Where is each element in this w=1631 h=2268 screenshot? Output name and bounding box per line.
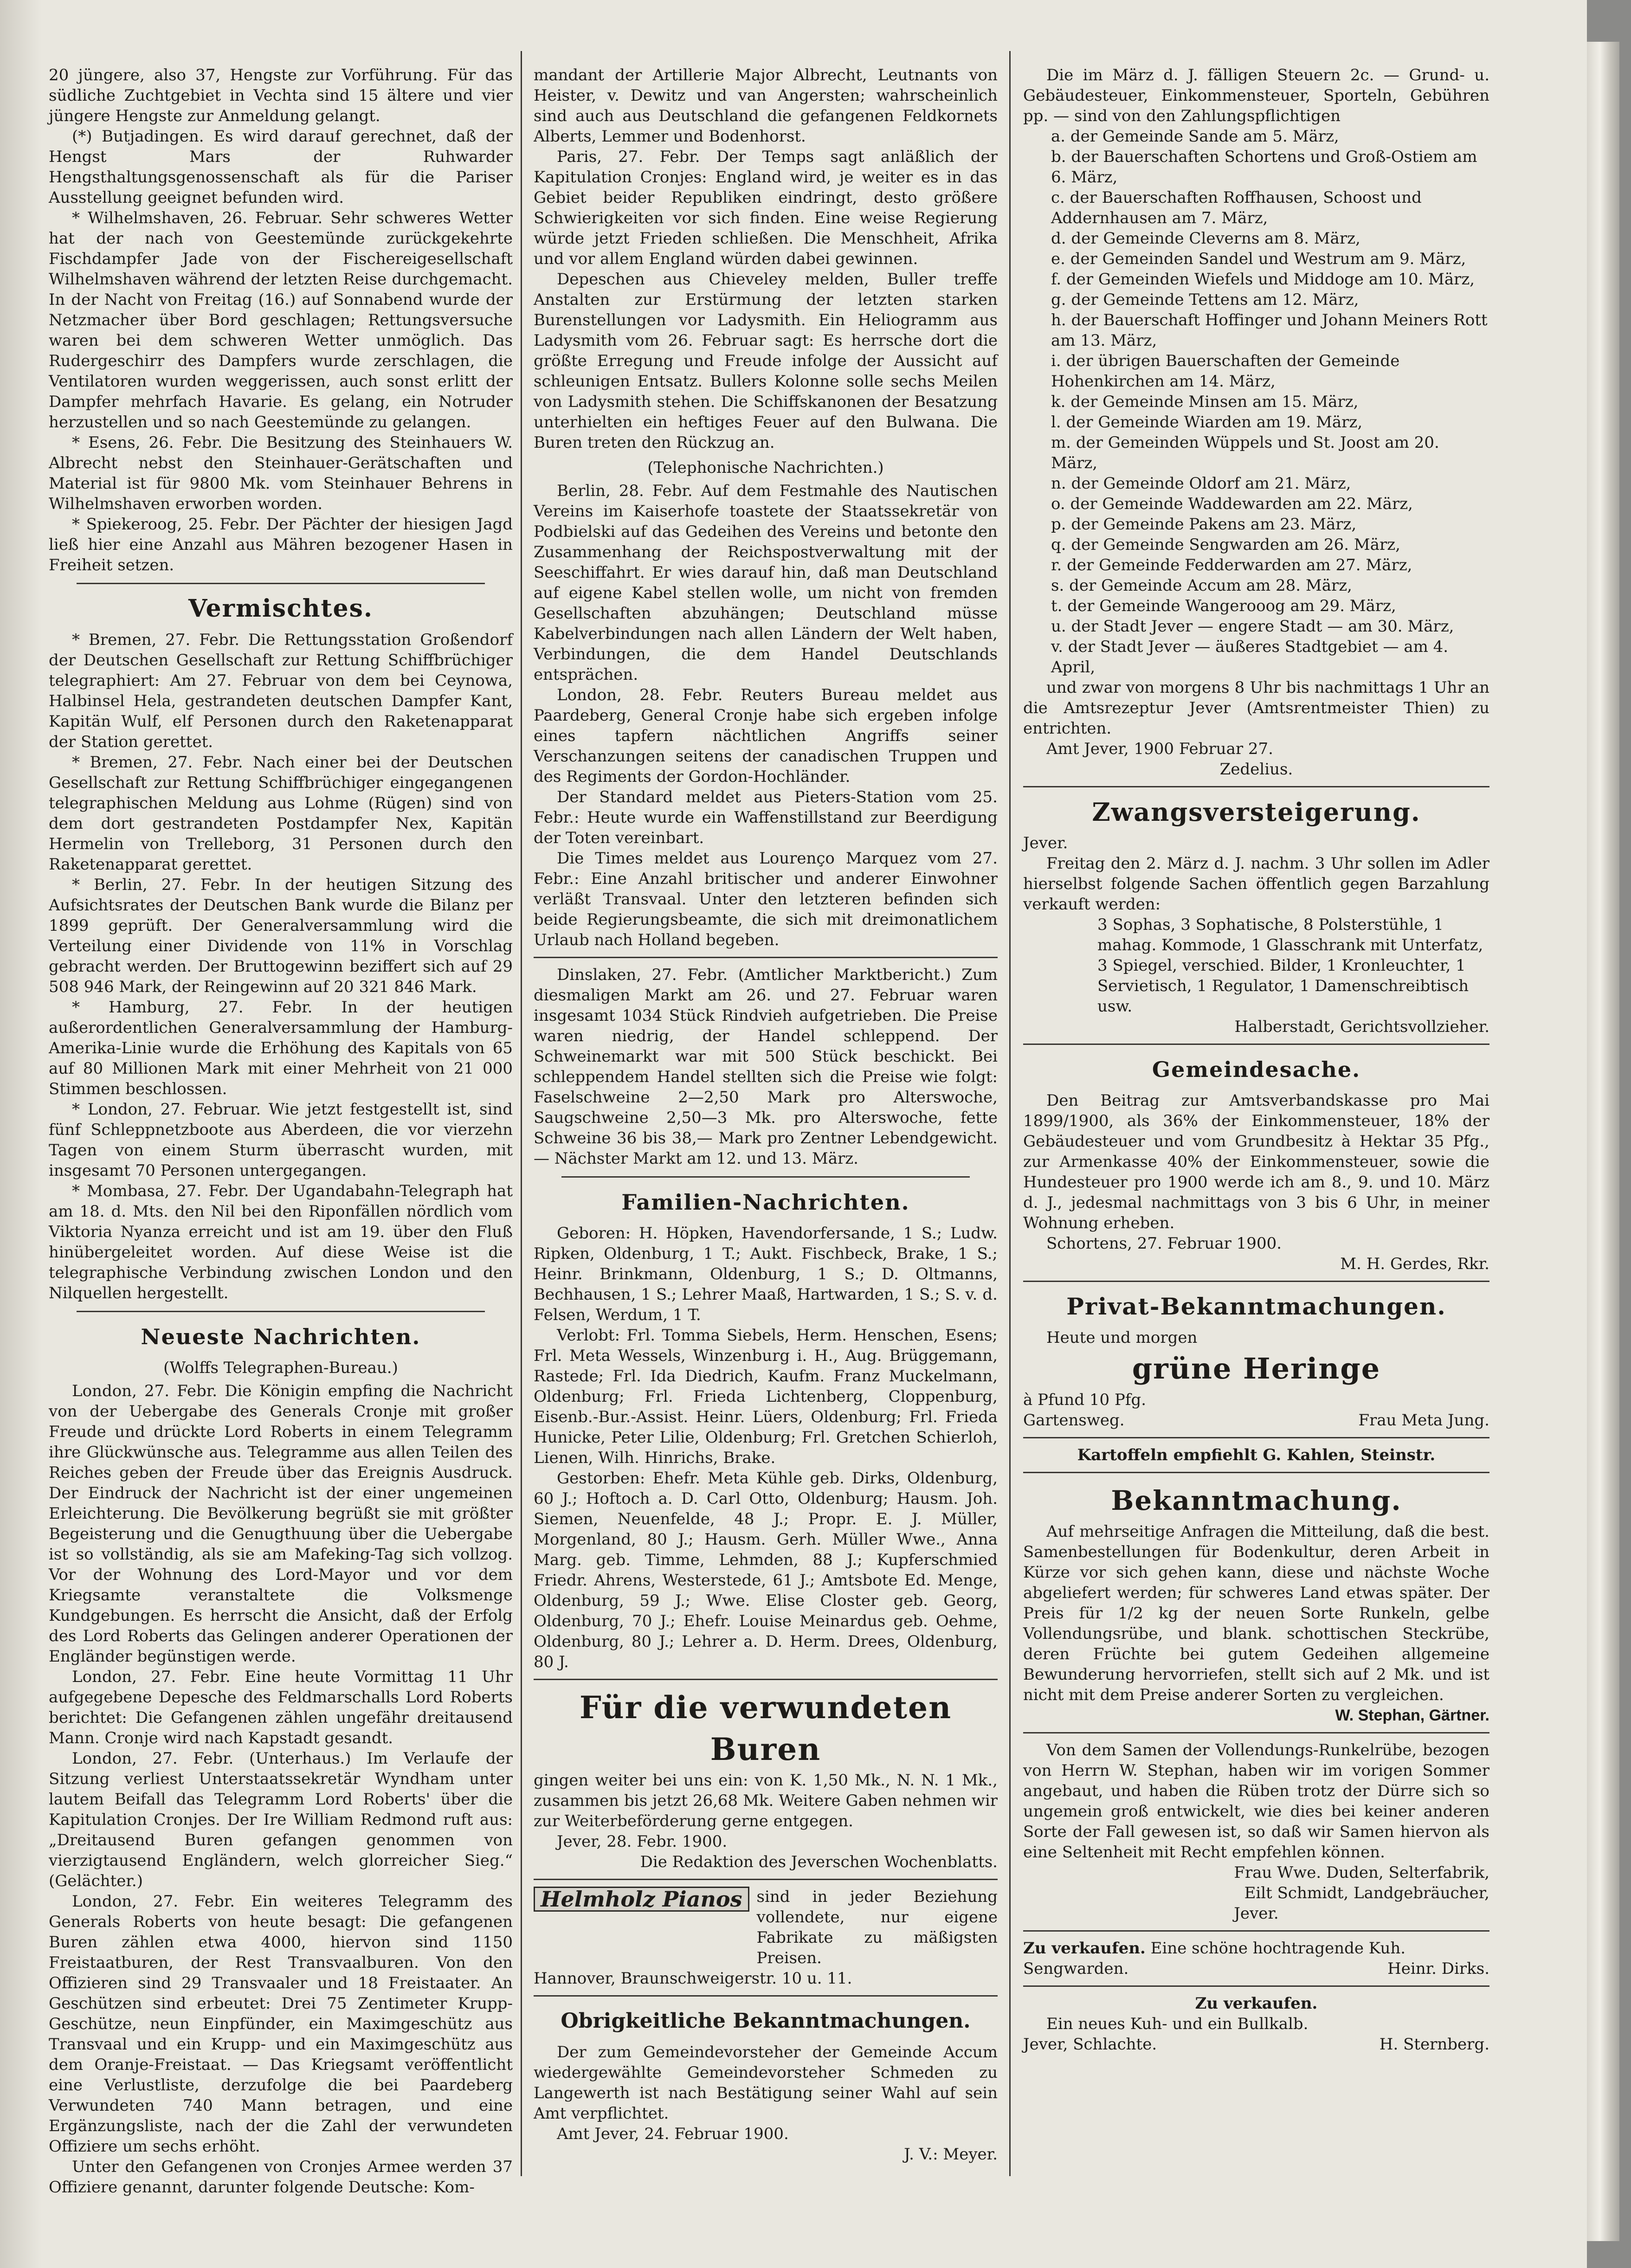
- article-gefangene: Unter den Gefangenen von Cronjes Armee werden 37 Offiziere genannt, darunter folgende Deutsche: Kom-: [49, 2158, 513, 2197]
- notice-steuern: Die im März d. J. fälligen Steuern 2c. — Grund- u. Gebäudesteuer, Einkommensteuer, Sporteln, Gebühren pp. — sind von den Zahlungspflichtigen: [1023, 66, 1489, 125]
- article-london-5: London, 27. Febr. Ein weiteres Telegramm des Generals Roberts von heute besagt: Die gefangenen Buren zählen etwa 4000, hiervon sind 1150 Freistaatburen, der Rest Transvaalburen. Von den Offizieren sind 29 Transvaaler und 18 Freistaater. An Geschützen sind erbeutet: Drei 75 Zentimeter Krupp-Geschütze, neun Einpfünder, ein Maximgeschütz aus Transvaal und ein Krupp- und ein Maximgeschütz aus dem Oranje-Freistaat. — Das Kriegsamt veröffentlicht eine Verlustliste, derzufolge die bei Paardeberg Verwundeten 740 Mann betragen, und eine Ergänzungsliste, nach der die Zahl der verwundeten Offiziere um sechs erhöht.: [49, 1892, 513, 2156]
- article-butjadingen: (*) Butjadingen. Es wird darauf gerechnet, daß der Hengst Mars der Ruhwarder Hengsthaltungsgenossenschaft als für die Pariser Ausstellung geeignet befunden wird.: [49, 127, 513, 207]
- steuern-list-item: g. der Gemeinde Tettens am 12. März,: [1051, 290, 1359, 309]
- family-gestorben: Gestorben: Ehefr. Meta Kühle geb. Dirks, Oldenburg, 60 J.; Hoftoch a. D. Carl Otto, Oldenburg; Hausm. Joh. Siemen, Neuenfelde, 48 J.; Propr. E. J. Müller, Morgenland, 80 J.; Hausm. Gerh. Müller Wwe., Anna Marg. geb. Timme, Lehmden, 88 J.; Kupferschmied Friedr. Ahrens, Westerstede, 61 J.; Amtsbote Ed. Menge, Oldenburg, 59 J.; Wwe. Elise Closter geb. Georg, Oldenburg, 70 J.; Ehefr. Louise Meinardus geb. Oehme, Oldenburg, 80 J.; Lehrer a. D. Herm. Drees, Oldenburg, 80 J.: [534, 1469, 998, 1671]
- section-heading-obrigkeitlich: Obrigkeitliche Bekanntmachungen.: [561, 2009, 971, 2033]
- article-london-1: * London, 27. Februar. Wie jetzt festgestellt ist, sind fünf Schleppnetzboote aus Aberdeen, die vor vierzehn Tagen von einem Sturm überrascht wurden, mit insgesamt 70 Personen untergegangen.: [49, 1100, 513, 1180]
- steuern-list-item: e. der Gemeinden Sandel und Westrum am 9. März,: [1051, 250, 1466, 268]
- steuern-list-item: t. der Gemeinde Wangerooog am 29. März,: [1051, 597, 1396, 615]
- steuern-list-item: n. der Gemeinde Oldorf am 21. März,: [1051, 474, 1351, 493]
- steuern-list-item: p. der Gemeinde Pakens am 23. März,: [1051, 515, 1357, 534]
- auction-sign: Halberstadt, Gerichtsvollzieher.: [1234, 1018, 1489, 1036]
- page-edge: [1587, 42, 1619, 2241]
- sale-kuh: [1023, 1938, 1489, 1959]
- sale-kalb-text: Ein neues Kuh- und ein Bullkalb.: [1046, 2015, 1309, 2033]
- gemeinde-date: Schortens, 27. Februar 1900.: [1046, 1234, 1282, 1253]
- ad-pianos-text: sind in jeder Beziehung vollendete, nur eigene Fabrikate zu mäßigsten Preisen.: [756, 1888, 998, 1967]
- column-rule-1: [521, 51, 522, 2176]
- sale-kalb-place: Jever, Schlachte.: [1023, 2035, 1157, 2054]
- steuern-list-item: q. der Gemeinde Sengwarden am 26. März,: [1051, 535, 1400, 554]
- steuern-list-item: u. der Stadt Jever — engere Stadt — am 30. März,: [1051, 617, 1454, 636]
- divider: [534, 957, 998, 958]
- divider: [1023, 1044, 1489, 1045]
- divider: [77, 583, 485, 584]
- seed-testimonial-sign-3: Jever.: [1234, 1904, 1279, 1923]
- sale-kuh-text: Eine schöne hochtragende Kuh.: [1150, 1939, 1406, 1958]
- ad-buren-title: Für die verwundeten Buren: [579, 1689, 952, 1767]
- steuern-list-item: v. der Stadt Jever — äußeres Stadtgebiet — am 4. April,: [1051, 638, 1449, 677]
- herring-title: grüne Heringe: [1132, 1352, 1381, 1385]
- sale-kuh-footer: [1023, 1959, 1489, 1979]
- article-hengste: 20 jüngere, also 37, Hengste zur Vorführung. Für das südliche Zuchtgebiet in Vechta sind 15 ältere und vier jüngere Hengste zur Anmeldung gelangt.: [49, 66, 513, 125]
- notice-steuern-date: Amt Jever, 1900 Februar 27.: [1046, 740, 1273, 758]
- section-heading-privat: Privat-Bekanntmachungen.: [1066, 1293, 1446, 1320]
- column-3: [1023, 65, 1489, 2055]
- divider: [1023, 1985, 1489, 1987]
- section-heading-familien: Familien-Nachrichten.: [621, 1190, 910, 1215]
- binding-gutter: [0, 0, 42, 2268]
- article-dinslaken: Dinslaken, 27. Febr. (Amtlicher Marktbericht.) Zum diesmaligen Markt am 26. und 27. Februar waren insgesamt 1034 Stück Rindvieh aufgetrieben. Die Preise waren niedrig, der Handel schleppend. Der Schweinemarkt war mit 500 Stück beschickt. Bei schleppendem Handel stellten sich die Preise wie folgt: Faselschweine 2—2,50 Mark pro Alterswoche, Saugschweine 2,50—3 Mk. pro Alterswoche, fette Schweine 36 bis 38,— Mark pro Zentner Lebendgewicht. — Nächster Markt am 12. und 13. März.: [534, 966, 998, 1168]
- ad-kartoffeln: Kartoffeln empfiehlt G. Kahlen, Steinstr.: [1077, 1446, 1436, 1464]
- family-verlobt: Verlobt: Frl. Tomma Siebels, Herm. Henschen, Esens; Frl. Meta Wessels, Winzenburg i. H., Aug. Brüggemann, Rastede; Frl. Ida Diedrich, Kaufm. Franz Muckelmann, Oldenburg; Frl. Frieda Lichtenberg, Cloppenburg, Eisenb.-Bur.-Assist. Heinr. Lüers, Oldenburg; Frl. Frieda Hunicke, Peter Lilie, Oldenburg; Frl. Gretchen Schierloh, Lienen, Wilh. Hinrichs, Brake.: [534, 1326, 998, 1467]
- article-wilhelmshaven: * Wilhelmshaven, 26. Februar. Sehr schweres Wetter hat der nach von Geestemünde zurückgekehrte Fischdampfer Jade von der Fischereigesellschaft Wilhelmshaven während der letzten Reise durchgemacht. In der Nacht von Freitag (16.) auf Sonnabend wurde der Netzmacher über Bord geschlagen; Rettungsversuche waren bei dem schweren Wetter unmöglich. Das Rudergeschirr des Dampfers wurde zerschlagen, die Ventilatoren wurden weggerissen, auch sonst erlitt der Dampfer mehrfach Havarie. Es gelang, ein Notruder herzustellen und so nach Geestemünde zu gelangen.: [49, 209, 513, 432]
- article-times: Die Times meldet aus Lourenço Marquez vom 27. Febr.: Eine Anzahl britischer und anderer Einwohner verläßt Transvaal. Unter den letzteren befinden sich beide Regierungsbeamte, die sich mit dreimonatlichem Urlaub nach Holland begeben.: [534, 849, 998, 949]
- article-chieveley: Depeschen aus Chieveley melden, Buller treffe Anstalten zur Erstürmung der letzten starken Burenstellungen vor Ladysmith. Ein Heliogramm aus Ladysmith vom 26. Februar sagt: Es herrsche dort die größte Erregung und Freude infolge der Aussicht auf schleunigen Entsatz. Bullers Kolonne solle sechs Meilen von Ladysmith stehen. Die Schiffskanonen der Besatzung unterhielten ein heftiges Feuer auf den Bulwana. Die Buren treten den Rückzug an.: [534, 270, 998, 452]
- steuern-list-item: a. der Gemeinde Sande am 5. März,: [1051, 127, 1339, 146]
- section-subheading-telephon: (Telephonische Nachrichten.): [647, 458, 884, 477]
- auction-text: Freitag den 2. März d. J. nachm. 3 Uhr sollen im Adler hierselbst folgende Sachen öffentlich gegen Barzahlung verkauft werden:: [1023, 854, 1489, 914]
- notice-steuern-sign: Zedelius.: [1219, 760, 1293, 779]
- sale-kalb-sign: H. Sternberg.: [1379, 2035, 1489, 2054]
- seed-testimonial-sign-1: Frau Wwe. Duden, Selterfabrik,: [1234, 1863, 1489, 1882]
- herring-sign: Frau Meta Jung.: [1358, 1411, 1489, 1430]
- steuern-list-item: i. der übrigen Bauerschaften der Gemeinde Hohenkirchen am 14. März,: [1051, 352, 1400, 391]
- article-london-2: London, 27. Febr. Die Königin empfing die Nachricht von der Uebergabe des Generals Cronje mit großer Freude und drückte Lord Roberts in einem Telegramm ihre Glückwünsche aus. Telegramme aus allen Teilen des Reiches geben der Freude über das Ereignis Ausdruck. Der Eindruck der Nachricht ist der einer ungemeinen Erleichterung. Die Bevölkerung begrüßt sie mit größter Begeisterung und die Genugthuung über die Uebergabe ist so vollständig, als sie am Mafeking-Tag sich vollzog. Vor der Wohnung des Lord-Mayor und vor dem Kriegsamte veranstaltete die Volksmenge Kundgebungen. Es herrscht die Ansicht, daß der Erfolg des Lord Roberts das Gelingen anderer Operationen der Engländer begünstigen werde.: [49, 1382, 513, 1666]
- article-esens: * Esens, 26. Febr. Die Besitzung des Steinhauers W. Albrecht nebst den Steinhauer-Gerätschaften und Material ist für 9800 Mk. vom Steinhauer Behrens in Wilhelmshaven erworben worden.: [49, 433, 513, 513]
- auction-place: Jever.: [1023, 834, 1068, 852]
- family-geboren: Geboren: H. Höpken, Havendorfersande, 1 S.; Ludw. Ripken, Oldenburg, 1 T.; Aukt. Fischbeck, Brake, 1 S.; Heinr. Brinkmann, Oldenburg, 1 S.; D. Oltmanns, Bechhausen, 1 S.; Lehrer Maaß, Hartwarden, 1 S.; S. v. d. Felsen, Werdum, 1 T.: [534, 1224, 998, 1324]
- gemeinde-sign: M. H. Gerdes, Rkr.: [1340, 1255, 1489, 1273]
- gemeinde-text: Den Beitrag zur Amtsverbandskasse pro Mai 1899/1900, als 36% der Einkommensteuer, 18% der Gebäudesteuer und vom Grundbesitz à Hektar 35 Pfg., zur Armenkasse 40% der Einkommensteuer, sowie die Hundesteuer pro 1900 werde ich am 8., 9. und 10. März d. J., jedesmal nachmittags von 3 bis 6 Uhr, in meiner Wohnung erheben.: [1023, 1091, 1489, 1232]
- section-heading-zwangsversteigerung: Zwangsversteigerung.: [1092, 797, 1421, 827]
- sale-kuh-sign: Heinr. Dirks.: [1387, 1959, 1489, 1978]
- notice-steuern-time: und zwar von morgens 8 Uhr bis nachmittags 1 Uhr an die Amtsrezeptur Jever (Amtsrentmeister Thien) zu entrichten.: [1023, 678, 1489, 738]
- sale-kuh-title: Zu verkaufen.: [1023, 1939, 1146, 1958]
- ad-pianos-address: Hannover, Braunschweigerstr. 10 u. 11.: [534, 1969, 852, 1988]
- steuern-list-item: s. der Gemeinde Accum am 28. März,: [1051, 576, 1352, 595]
- column-rule-2: [1009, 51, 1011, 2176]
- article-berlin-festmahl: Berlin, 28. Febr. Auf dem Festmahle des Nautischen Vereins im Kaiserhofe toastete der Staatssekretär von Podbielski auf das Gedeihen des Vereins und betonte den Zusammenhang der Reichspostverwaltung mit der Seeschiffahrt. Er wies darauf hin, daß man Deutschland auf eigene Kabel stellen wolle, um nicht von fremden Gesellschaften abzuhängen; Deutschland müsse Kabelverbindungen nach allen Ländern der Welt haben, Verbindungen, die dem Handel Deutschlands entsprächen.: [534, 482, 998, 684]
- seed-testimonial-sign-2: Eilt Schmidt, Landgebräucher,: [1244, 1884, 1489, 1902]
- article-bremen-2: * Bremen, 27. Febr. Nach einer bei der Deutschen Gesellschaft zur Rettung Schiffbrüchiger eingegangenen telegraphischen Meldung aus Lohme (Rügen) sind von dem dort gestrandeten Postdampfer Nex, Kapitän Hermelin von Trelleborg, 31 Personen durch den Raketenapparat gerettet.: [49, 753, 513, 874]
- article-spiekeroog: * Spiekeroog, 25. Febr. Der Pächter der hiesigen Jagd ließ hier eine Anzahl aus Mähren bezogener Hasen in Freiheit setzen.: [49, 515, 513, 574]
- herring-price: à Pfund 10 Pfg.: [1023, 1391, 1147, 1409]
- steuern-list: [1023, 126, 1489, 677]
- sale-kalb-title: Zu verkaufen.: [1195, 1994, 1318, 2013]
- ad-buren-date: Jever, 28. Febr. 1900.: [557, 1832, 728, 1851]
- sale-kalb-footer: [1023, 2034, 1489, 2055]
- section-heading-bekanntmachung: Bekanntmachung.: [1111, 1485, 1402, 1516]
- sale-kuh-place: Sengwarden.: [1023, 1959, 1129, 1978]
- divider: [1023, 1472, 1489, 1473]
- notice-accum: Der zum Gemeindevorsteher der Gemeinde Accum wiedergewählte Gemeindevorsteher Schmeden zu Langewerth ist nach Bestätigung seiner Wahl auf sein Amt verpflichtet.: [534, 2043, 998, 2123]
- steuern-list-item: l. der Gemeinde Wiarden am 19. März,: [1051, 413, 1363, 432]
- seed-notice-sign: W. Stephan, Gärtner.: [1335, 1707, 1489, 1724]
- steuern-list-item: o. der Gemeinde Waddewarden am 22. März,: [1051, 495, 1413, 513]
- steuern-list-item: m. der Gemeinden Wüppels und St. Joost am 20. März,: [1051, 433, 1439, 472]
- ad-buren-sign: Die Redaktion des Jeverschen Wochenblatts.: [640, 1853, 998, 1871]
- article-london-reuters: London, 28. Febr. Reuters Bureau meldet aus Paardeberg, General Cronje habe sich ergeben infolge eines tapfern nächtlichen Angriffs seiner Verschanzungen seitens der canadischen Truppen und des Regiments der Gordon-Hochländer.: [534, 686, 998, 786]
- article-hamburg: * Hamburg, 27. Febr. In der heutigen außerordentlichen Generalversammlung der Hamburg-Amerika-Linie wurde die Erhöhung des Kapitals von 65 auf 80 Millionen Mark mit einer Mehrheit von 21 000 Stimmen beschlossen.: [49, 998, 513, 1098]
- divider: [534, 1879, 998, 1880]
- article-standard: Der Standard meldet aus Pieters-Station vom 25. Febr.: Heute wurde ein Waffenstillstand zur Beerdigung der Toten vereinbart.: [534, 788, 998, 847]
- steuern-list-item: d. der Gemeinde Cleverns am 8. März,: [1051, 229, 1360, 248]
- section-heading-gemeindesache: Gemeindesache.: [1152, 1057, 1361, 1082]
- divider: [534, 1995, 998, 1997]
- ad-pianos-logo: Helmholz Pianos: [534, 1887, 749, 1912]
- divider: [1023, 1281, 1489, 1282]
- ad-pianos: [534, 1887, 998, 1968]
- article-mombasa: * Mombasa, 27. Febr. Der Ugandabahn-Telegraph hat am 18. d. Mts. den Nil bei den Riponfällen nördlich vom Viktoria Nyanza erreicht und ist am 19. über den Fluß hinübergeleitet worden. Auf diese Weise ist die telegraphische Verbindung zwischen London und den Nilquellen hergestellt.: [49, 1182, 513, 1302]
- divider: [1023, 786, 1489, 787]
- steuern-list-item: c. der Bauerschaften Roffhausen, Schoost und Addernhausen am 7. März,: [1051, 188, 1422, 227]
- section-heading-neueste: Neueste Nachrichten.: [141, 1324, 421, 1349]
- seed-notice: Auf mehrseitige Anfragen die Mitteilung, daß die best. Samenbestellungen für Bodenkultur, deren Arbeit in Kürze vor sich gehen kann, diese und nächste Woche abgeliefert werden; für schweres Land etwas später. Der Preis für 1/2 kg der neuen Sorte Runkeln, gelbe Vollendungsrübe, und blank. schottischen Steckrübe, deren Früchte bei gutem Gedeihen allgemeine Bewunderung hervorriefen, stellt sich auf 2 Mk. und ist nicht mit dem Preise anderer Sorten zu vergleichen.: [1023, 1522, 1489, 1704]
- article-bremen-1: * Bremen, 27. Febr. Die Rettungsstation Großendorf der Deutschen Gesellschaft zur Rettung Schiffbrüchiger telegraphiert: Am 27. Februar von dem bei Ceynowa, Halbinsel Hela, gestrandeten deutschen Dampfer Kant, Kapitän Wulf, elf Personen durch den Raketenapparat der Station gerettet.: [49, 631, 513, 751]
- divider: [1023, 1437, 1489, 1438]
- divider: [561, 1176, 970, 1178]
- column-1: [49, 65, 513, 2197]
- notice-accum-date: Amt Jever, 24. Februar 1900.: [557, 2125, 789, 2143]
- divider: [1023, 1930, 1489, 1932]
- herring-intro: Heute und morgen: [1046, 1328, 1198, 1347]
- ad-buren-text: gingen weiter bei uns ein: von K. 1,50 Mk., N. N. 1 Mk., zusammen bis jetzt 26,68 Mk. Weitere Gaben nehmen wir zur Weiterbeförderung gerne entgegen.: [534, 1771, 998, 1830]
- steuern-list-item: f. der Gemeinden Wiefels und Middoge am 10. März,: [1051, 270, 1475, 289]
- auction-items: 3 Sophas, 3 Sophatische, 8 Polsterstühle, 1 mahag. Kommode, 1 Glasschrank mit Unterfatz, 3 Spiegel, verschied. Bilder, 1 Kronleuchter, 1 Servietisch, 1 Regulator, 1 Damenschreibtisch usw.: [1097, 915, 1483, 1016]
- herring-place: Gartensweg.: [1023, 1411, 1125, 1430]
- steuern-list-item: k. der Gemeinde Minsen am 15. März,: [1051, 393, 1359, 411]
- article-berlin: * Berlin, 27. Febr. In der heutigen Sitzung des Aufsichtsrates der Deutschen Bank wurde die Bilanz per 1899 geprüft. Der Generalversammlung wird die Verteilung einer Dividende von 11% in Vorschlag gebracht werden. Der Bruttogewinn beziffert sich auf 29 508 946 Mark, der Reingewinn auf 20 321 846 Mark.: [49, 876, 513, 996]
- article-london-3: London, 27. Febr. Eine heute Vormittag 11 Uhr aufgegebene Depesche des Feldmarschalls Lord Roberts berichtet: Die Gefangenen zählen ungefähr dreitausend Mann. Cronje wird nach Kapstadt gesandt.: [49, 1668, 513, 1747]
- herring-footer: [1023, 1410, 1489, 1430]
- divider: [534, 1679, 998, 1680]
- steuern-list-item: b. der Bauerschaften Schortens und Groß-Ostiem am 6. März,: [1051, 148, 1477, 187]
- steuern-list-item: r. der Gemeinde Fedderwarden am 27. März,: [1051, 556, 1412, 574]
- article-london-4: London, 27. Febr. (Unterhaus.) Im Verlaufe der Sitzung verliest Unterstaatssekretär Wyndham unter lautem Beifall das Telegramm Lord Roberts' über die Kapitulation Cronjes. Der Ire William Redmond ruft aus: „Dreitausend Buren gefangen genommen von vierzigtausend Engländern, welch glorreicher Sieg.“ (Gelächter.): [49, 1749, 513, 1890]
- section-heading-vermischtes: Vermischtes.: [188, 594, 374, 623]
- article-paris: Paris, 27. Febr. Der Temps sagt anläßlich der Kapitulation Cronjes: England wird, je weiter es in das Gebiet beider Republiken eindringt, desto größere Schwierigkeiten vor sich finden. Eine weise Regierung würde jetzt Frieden schließen. Die Menschheit, Afrika und vor allem England würden dabei gewinnen.: [534, 148, 998, 268]
- column-2: [534, 65, 998, 2165]
- seed-testimonial: Von dem Samen der Vollendungs-Runkelrübe, bezogen von Herrn W. Stephan, haben wir im vorigen Sommer angebaut, und haben die Rüben trotz der Dürre sich so ungemein groß entwickelt, wie dies bei keiner anderen Sorte der Fall gewesen ist, so daß wir Samen hiervon als eine Seltenheit mit Recht empfehlen können.: [1023, 1741, 1489, 1862]
- section-subheading-wolff: (Wolffs Telegraphen-Bureau.): [163, 1359, 398, 1377]
- divider: [77, 1311, 485, 1312]
- article-kommandant: mandant der Artillerie Major Albrecht, Leutnants von Heister, v. Dewitz und van Angersten; wahrscheinlich sind auch aus Deutschland die gefangenen Feldkornets Alberts, Lemmer und Bodenhorst.: [534, 66, 998, 146]
- divider: [1023, 1732, 1489, 1733]
- steuern-list-item: h. der Bauerschaft Hoffinger und Johann Meiners Rott am 13. März,: [1051, 311, 1488, 350]
- notice-accum-sign: J. V.: Meyer.: [904, 2145, 998, 2164]
